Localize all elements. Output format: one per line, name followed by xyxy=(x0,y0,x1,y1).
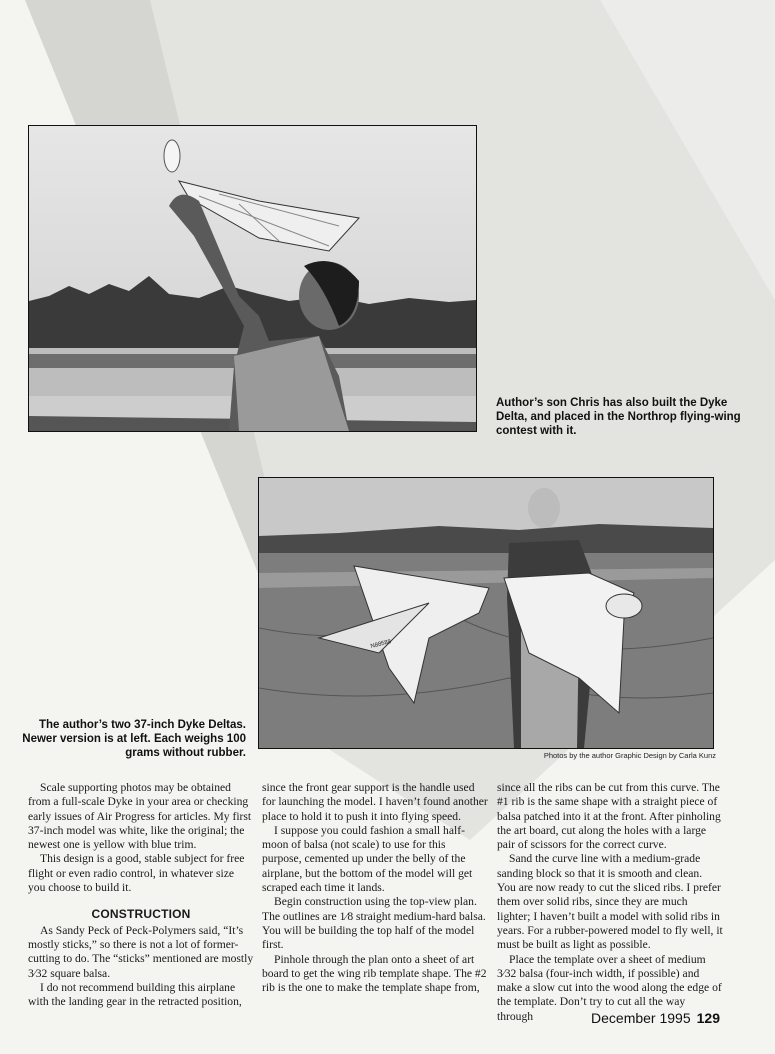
paragraph: since the front gear support is the handle used for launching the model. I haven’t found another place to hold it to push it into flying speed. xyxy=(262,781,488,823)
paragraph: I do not recommend building this airplane with the landing gear in the retracted position, xyxy=(28,980,242,1009)
photo1-caption: Author’s son Chris has also built the Dyke Delta, and placed in the Northrop flying-wing contest with it. xyxy=(496,397,741,437)
paragraph: Place the template over a sheet of medium 3⁄32 balsa (four-inch width, if possible) and make a slow cut into the wood along the edge of the template. Don’t try to cut all the way through xyxy=(497,952,722,1023)
paragraph: Sand the curve line with a medium-grade sanding block so that it is smooth and clean. You are now ready to cut the sliced ribs. I prefer them over solid ribs, since they are much lighter; I haven’t built a model with solid ribs in years. For a rubber-powered model to fly well, it must be built as light as possible. xyxy=(497,852,723,952)
photo-credits: Photos by the author Graphic Design by Carla Kunz xyxy=(543,751,716,760)
section-heading: CONSTRUCTION xyxy=(91,907,191,922)
paragraph: since all the ribs can be cut from this curve. The #1 rib is the same shape with a straight piece of balsa patched into it at the front. After pinholing the art board, cut along the holes with a large pair of scissors for the correct curve. xyxy=(497,781,721,852)
paragraph: Scale supporting photos may be obtained from a full-scale Dyke in your area or checking early issues of Air Progress for articles. My first 37-inch model was white, like the original; the newest one is yellow with blue trim. xyxy=(28,781,252,852)
left-model-registration: N88588 xyxy=(370,639,392,650)
issue-date: December 1995 xyxy=(591,1010,691,1026)
article-column-1 xyxy=(28,781,254,1009)
photo-author-with-two-dyke-deltas xyxy=(258,477,714,749)
paragraph: This design is a good, stable subject for free flight or even radio control, in whatever size you choose to build it. xyxy=(28,852,245,895)
page-number: 129 xyxy=(696,1010,720,1026)
article-column-3 xyxy=(497,781,723,1024)
paragraph: Begin construction using the top-view plan. The outlines are 1⁄8 straight medium-hard balsa. You will be building the top half of the model first. xyxy=(262,895,486,952)
paragraph: As Sandy Peck of Peck-Polymers said, “It’s mostly sticks,” so there is not a lot of former-cutting to do. The “sticks” mentioned are mostly 3⁄32 square balsa. xyxy=(28,923,254,980)
article-column-2 xyxy=(262,781,488,995)
paragraph: I suppose you could fashion a small half-moon of balsa (not scale) to use for this purpose, cemented up under the belly of the airplane, but the bottom of the model will get scraped each time it lands. xyxy=(262,823,473,895)
paragraph: Pinhole through the plan onto a sheet of art board to get the wing rib template shape. The #2 rib is the one to make the template shape from, xyxy=(262,952,487,995)
page-footer xyxy=(560,1010,720,1026)
photo2-caption: The author’s two 37-inch Dyke Deltas. Newer version is at left. Each weighs 100 grams without rubber. xyxy=(22,719,246,759)
photo-chris-launching-model xyxy=(28,125,477,432)
